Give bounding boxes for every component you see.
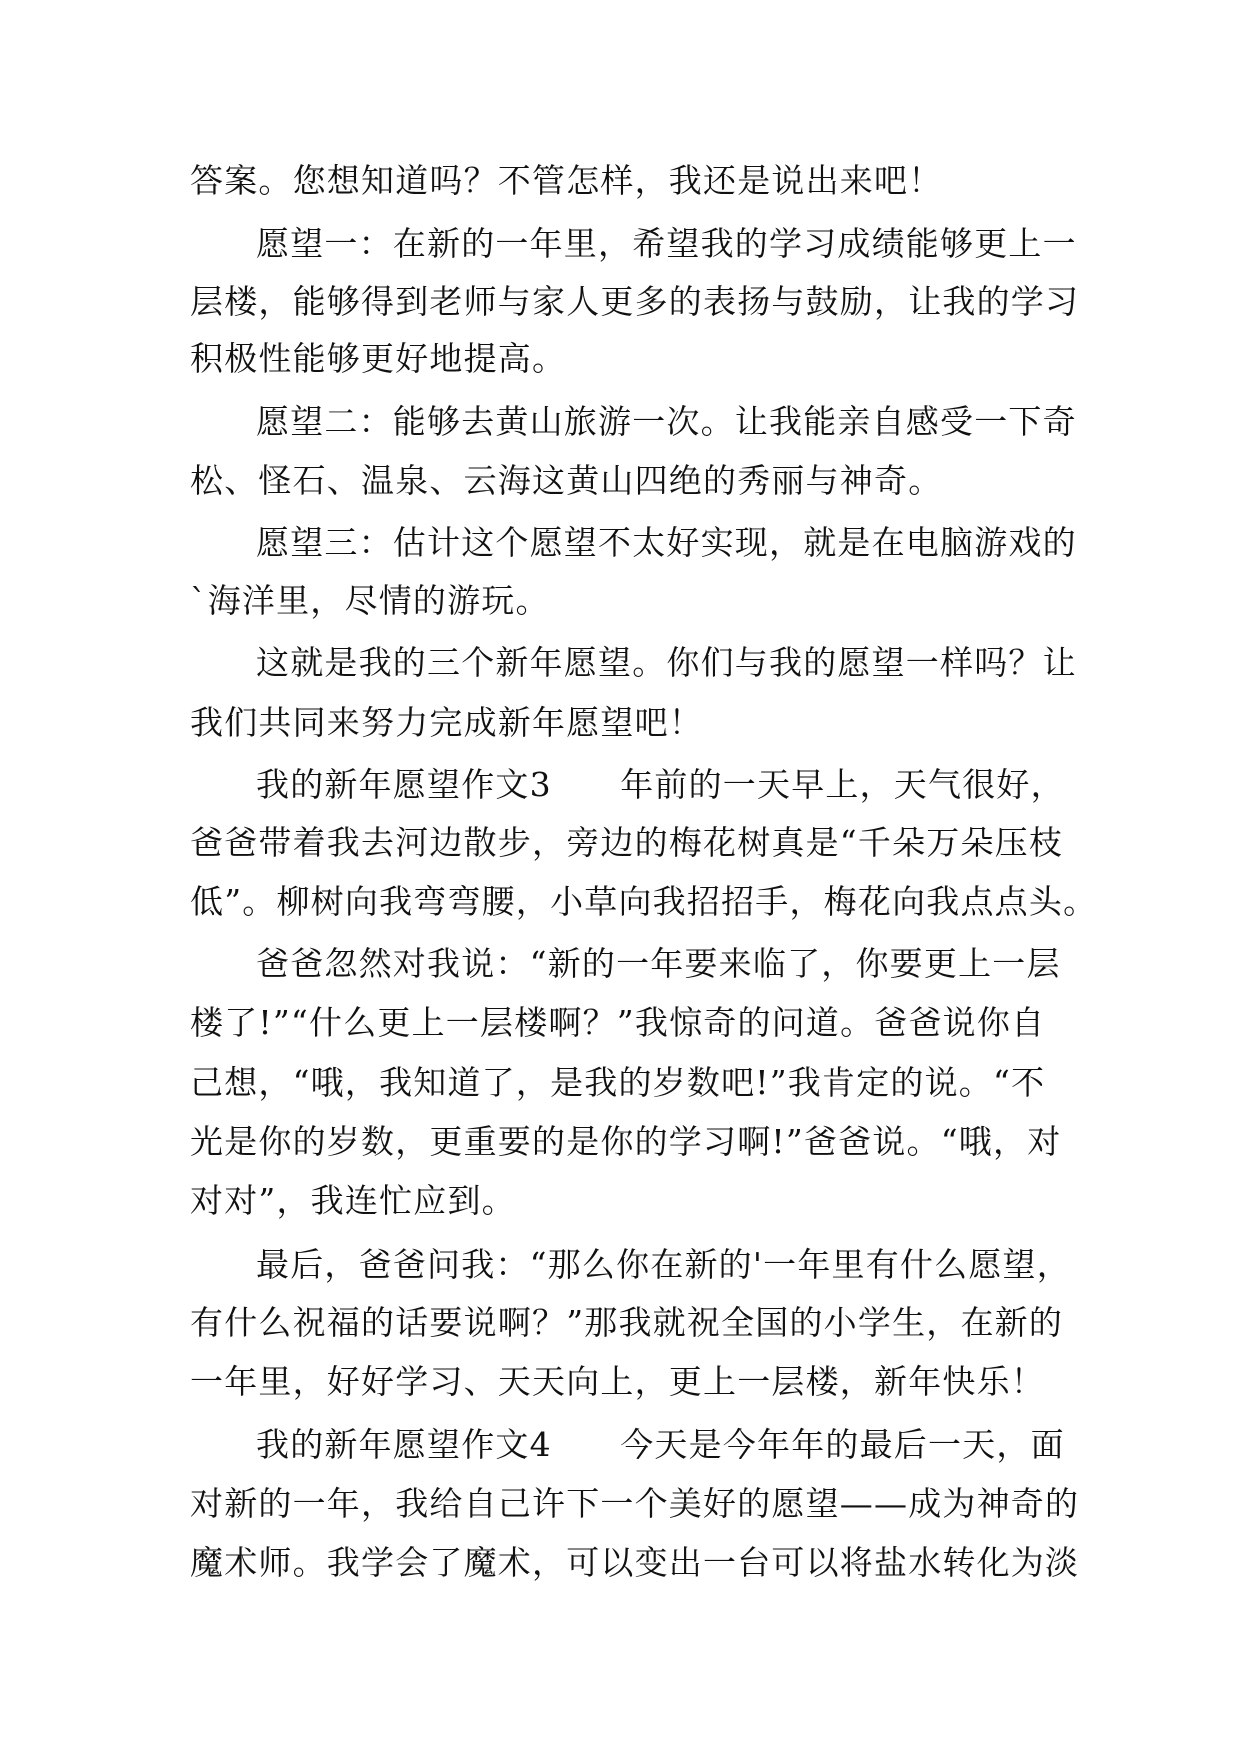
text-line-7: 愿望三：估计这个愿望不太好实现，就是在电脑游戏的 (256, 523, 1077, 562)
text-line-17: 光是你的岁数，更重要的是你的学习啊!”爸爸说。“哦，对 (190, 1122, 1062, 1161)
text-line-8: `海洋里，尽情的游玩。 (190, 581, 550, 620)
text-line-12: 爸爸带着我去河边散步，旁边的梅花树真是“千朵万朵压枝 (190, 823, 1064, 862)
text-line-1: 答案。您想知道吗？不管怎样，我还是说出来吧！ (190, 161, 943, 200)
text-line-16: 己想，“哦，我知道了，是我的岁数吧!”我肯定的说。“不 (190, 1063, 1046, 1102)
text-line-15: 楼了!”“什么更上一层楼啊？”我惊奇的问道。爸爸说你自 (190, 1003, 1046, 1042)
text-line-19: 最后，爸爸问我：“那么你在新的'一年里有什么愿望， (256, 1245, 1071, 1284)
text-line-6: 松、怪石、温泉、云海这黄山四绝的秀丽与神奇。 (190, 461, 943, 500)
text-line-10: 我们共同来努力完成新年愿望吧！ (190, 703, 703, 742)
text-line-22: 我的新年愿望作文4 今天是今年年的最后一天，面 (256, 1425, 1065, 1464)
text-line-5: 愿望二：能够去黄山旅游一次。让我能亲自感受一下奇 (256, 402, 1077, 441)
text-line-21: 一年里，好好学习、天天向上，更上一层楼，新年快乐！ (190, 1362, 1045, 1401)
text-line-4: 积极性能够更好地提高。 (190, 339, 567, 378)
text-line-3: 层楼，能够得到老师与家人更多的表扬与鼓励，让我的学习 (190, 282, 1080, 321)
text-line-24: 魔术师。我学会了魔术，可以变出一台可以将盐水转化为淡 (190, 1543, 1080, 1582)
text-line-18: 对对”，我连忙应到。 (190, 1181, 516, 1220)
text-line-11: 我的新年愿望作文3 年前的一天早上，天气很好， (256, 765, 1065, 804)
text-line-23: 对新的一年，我给自己许下一个美好的愿望——成为神奇的 (190, 1484, 1080, 1523)
text-line-20: 有什么祝福的话要说啊？”那我就祝全国的小学生，在新的 (190, 1303, 1064, 1342)
text-line-13: 低”。柳树向我弯弯腰，小草向我招招手，梅花向我点点头。 (190, 882, 1098, 921)
text-line-2: 愿望一：在新的一年里，希望我的学习成绩能够更上一 (256, 224, 1077, 263)
text-line-14: 爸爸忽然对我说：“新的一年要来临了，你要更上一层 (256, 944, 1061, 983)
text-line-9: 这就是我的三个新年愿望。你们与我的愿望一样吗？让 (256, 643, 1077, 682)
